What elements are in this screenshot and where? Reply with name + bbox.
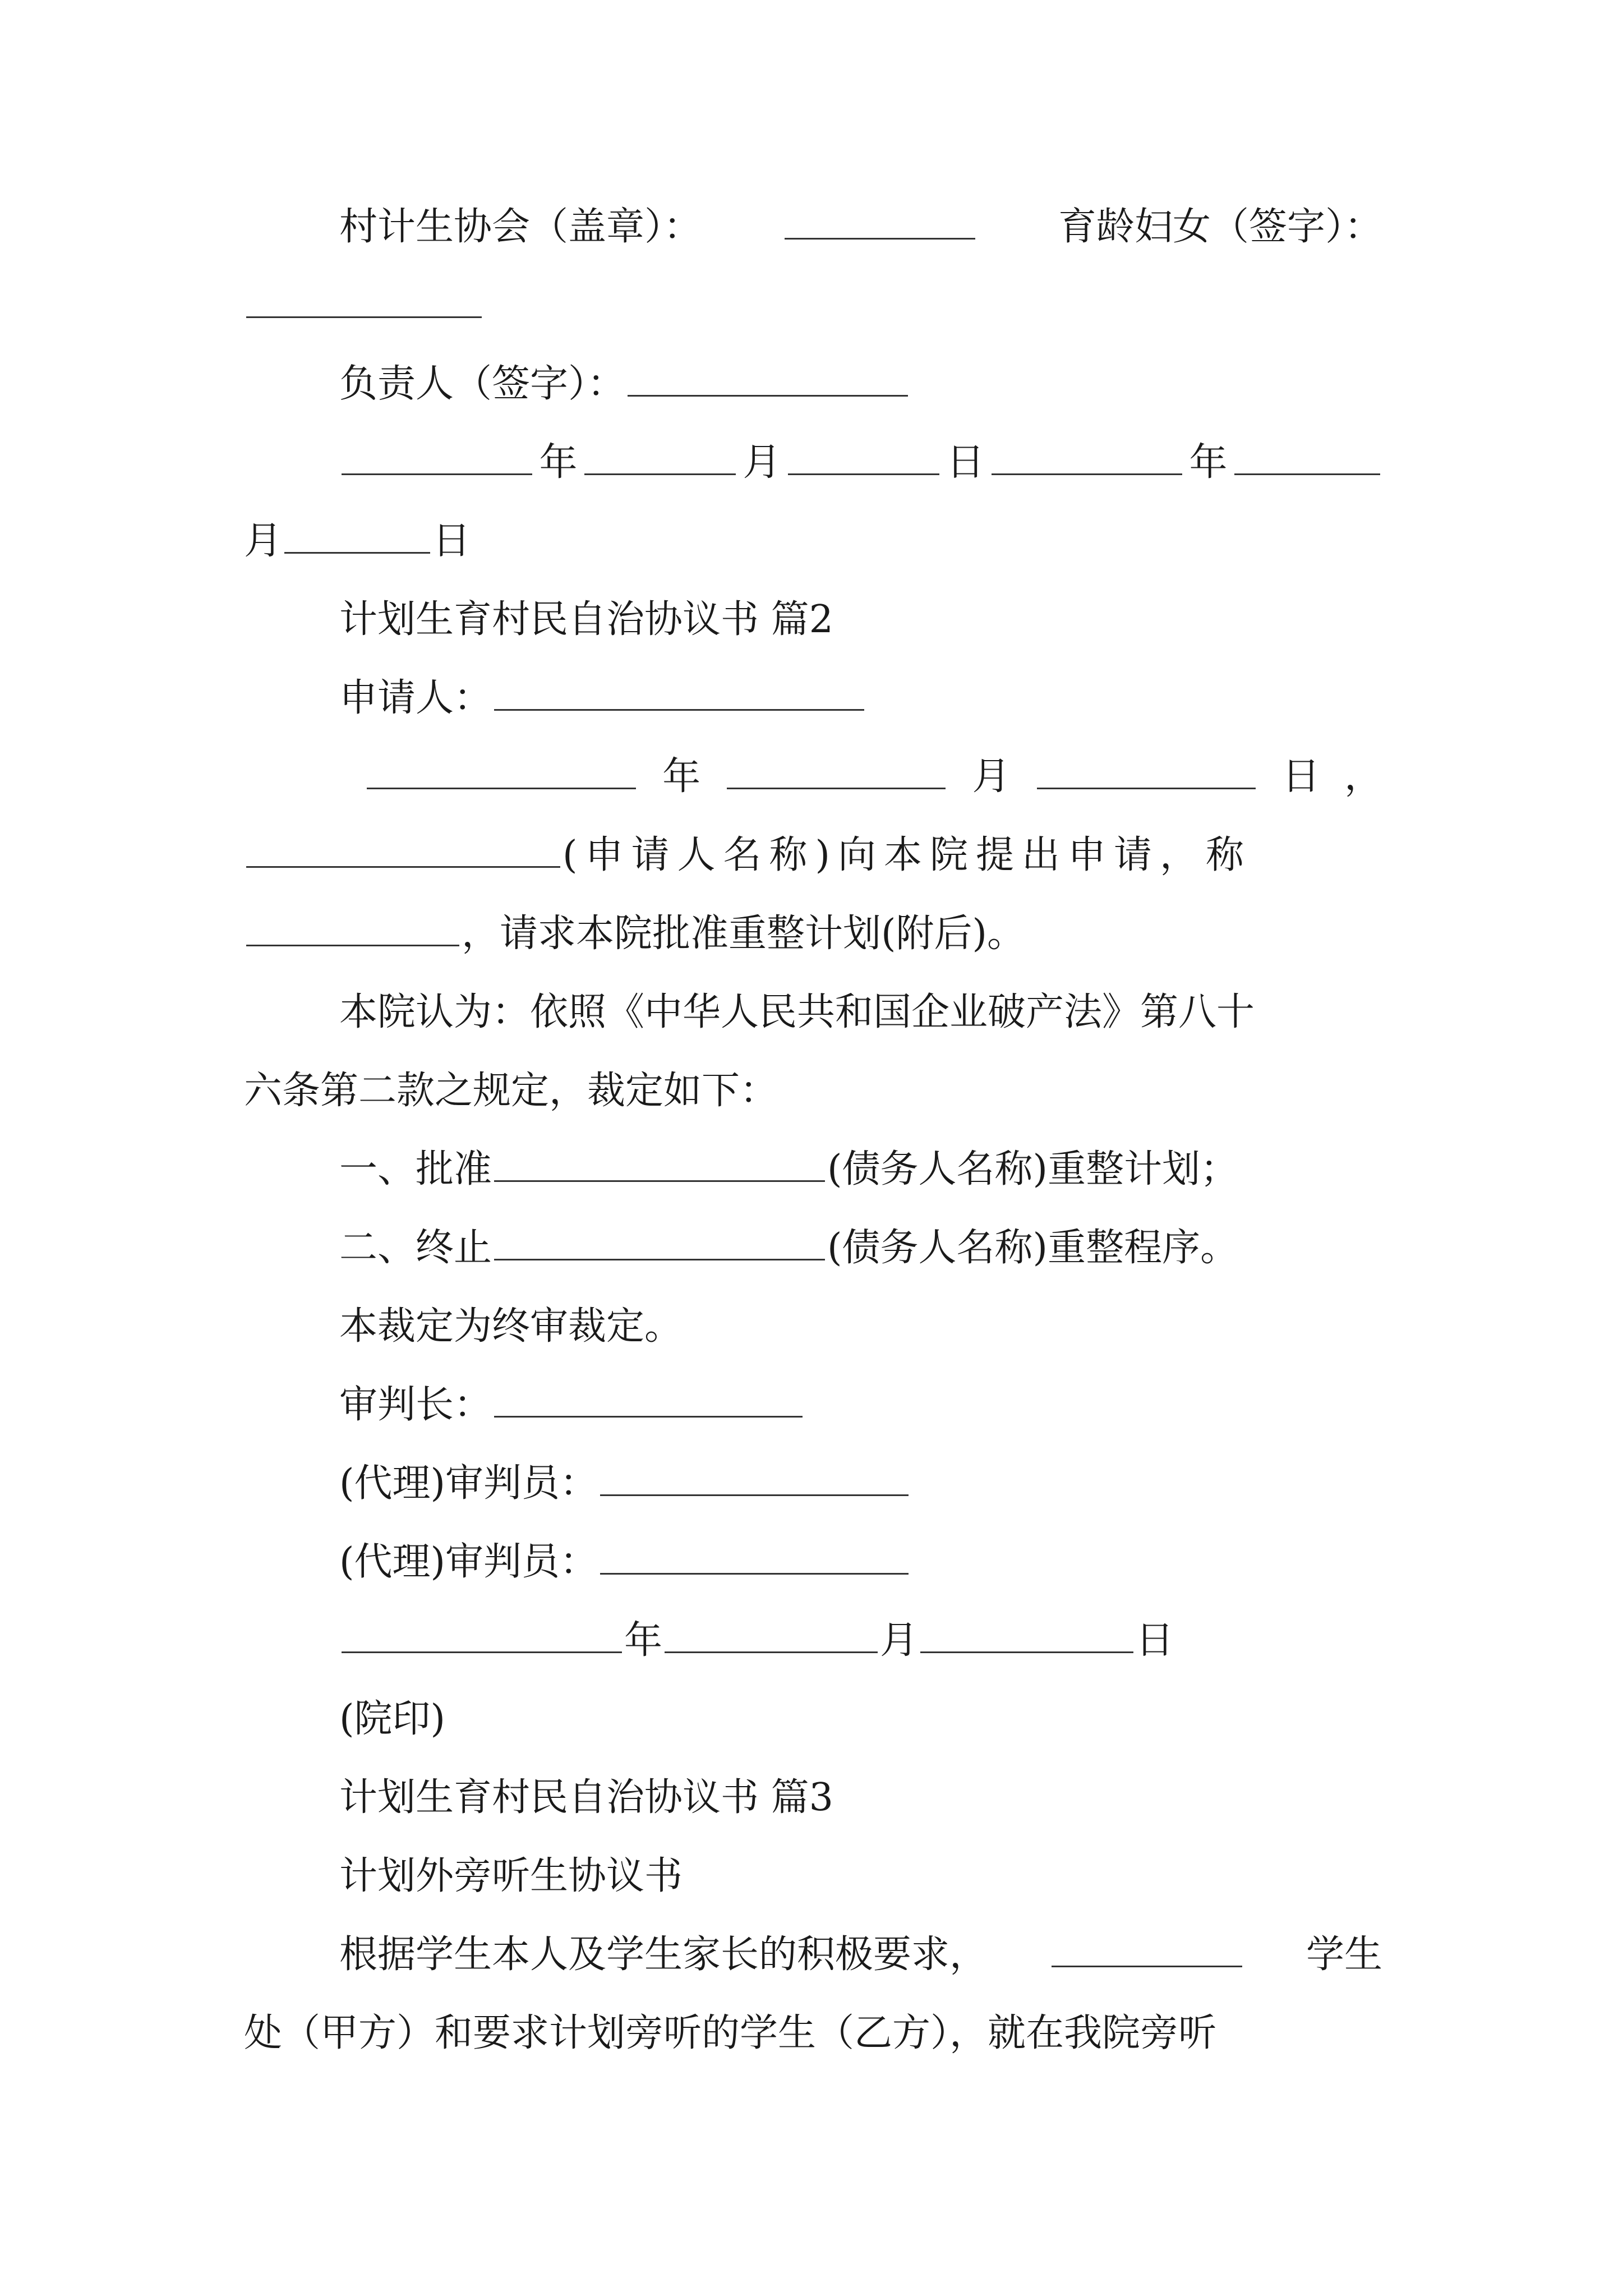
final-ruling-line: 本裁定为终审裁定。 [339, 1304, 683, 1349]
approve-label: 一、批准 [339, 1147, 492, 1191]
acting-judge-label: (代理)审判员： [339, 1540, 598, 1584]
blank-field [1052, 1932, 1242, 1967]
blank-field [494, 1382, 803, 1418]
day-label: 日 [432, 519, 471, 563]
month-label: 月 [244, 519, 283, 563]
agreement-title: 计划外旁听生协议书 [339, 1854, 683, 1898]
blank-field [367, 754, 636, 789]
request-text: ，请求本院批准重整计划(附后)。 [462, 912, 1026, 956]
ruling-item-2 [339, 1223, 1382, 1279]
blank-field [920, 1618, 1133, 1653]
blank-field [600, 1461, 909, 1496]
blank-field [1234, 440, 1380, 475]
blank-field [584, 440, 736, 475]
blank-field [246, 911, 459, 946]
court-opinion-line: 本院认为：依照《中华人民共和国企业破产法》第八十 [339, 990, 1255, 1034]
blank-field [727, 754, 946, 789]
judge-line-2 [339, 1537, 1382, 1593]
application-request-line [244, 909, 1382, 965]
year-label: 年 [1189, 440, 1228, 485]
ruling-item-1 [339, 1144, 1382, 1200]
applicant-name-text: (申请人名称)向本院提出申请，称 [562, 833, 1252, 877]
chief-judge-label: 审判长： [339, 1383, 492, 1427]
blank-field [1037, 754, 1256, 789]
month-label: 月 [972, 754, 1011, 799]
month-label: 月 [880, 1618, 919, 1663]
year-label: 年 [539, 440, 578, 485]
agreement-intro-continuation: 处（甲方）和要求计划旁听的学生（乙方），就在我院旁听 [244, 2011, 1217, 2055]
judge-line-1 [339, 1458, 1382, 1515]
blank-field [246, 283, 482, 318]
section-heading-3: 计划生育村民自治协议书 篇3 [339, 1775, 833, 1820]
acting-judge-label: (代理)审判员： [339, 1461, 598, 1506]
day-label: 日 [946, 440, 985, 485]
blank-field [494, 1225, 825, 1260]
blank-field [788, 440, 939, 475]
month-label: 月 [743, 440, 781, 485]
blank-line [244, 280, 1382, 337]
comma: ， [1344, 754, 1382, 799]
blank-field [342, 1618, 622, 1653]
responsible-person-label: 负责人（签字）： [339, 362, 626, 406]
blank-field [246, 832, 560, 868]
woman-signature-label: 育龄妇女（签字）： [1058, 205, 1382, 249]
blank-field [628, 361, 908, 397]
day-label: 日 [1136, 1618, 1174, 1663]
blank-field [284, 518, 430, 554]
blank-field [665, 1618, 878, 1653]
chief-judge-line [339, 1380, 1382, 1436]
day-label: 日 [1281, 754, 1320, 799]
blank-field [494, 1147, 825, 1182]
section-heading-2: 计划生育村民自治协议书 篇2 [339, 597, 833, 642]
blank-field [992, 440, 1182, 475]
student-text: 学生 [1306, 1932, 1382, 1977]
applicant-line [339, 673, 1382, 729]
blank-field [785, 204, 975, 240]
agreement-intro-line [339, 1930, 1382, 1986]
ruling-date-line [339, 1616, 1382, 1672]
blank-field [494, 675, 864, 711]
year-label: 年 [624, 1618, 663, 1663]
date-line [339, 438, 1382, 494]
debtor-procedure-text: (债务人名称)重整程序。 [827, 1226, 1239, 1270]
signature-line-association [339, 202, 1382, 258]
responsible-person-line [339, 359, 1382, 415]
village-association-seal-label: 村计生协会（盖章）： [339, 205, 702, 249]
application-date-line [365, 752, 1382, 808]
court-seal-line: (院印) [339, 1697, 446, 1741]
terminate-label: 二、终止 [339, 1226, 492, 1270]
debtor-plan-text: (债务人名称)重整计划； [827, 1147, 1239, 1191]
date-line-continuation [244, 516, 1382, 572]
year-label: 年 [662, 754, 701, 799]
blank-field [600, 1539, 909, 1575]
application-body-line [244, 830, 1382, 886]
intro-text: 根据学生本人及学生家长的积极要求， [339, 1932, 988, 1977]
applicant-label: 申请人： [339, 676, 492, 720]
court-opinion-continuation: 六条第二款之规定，裁定如下： [244, 1069, 778, 1113]
blank-field [342, 440, 532, 475]
